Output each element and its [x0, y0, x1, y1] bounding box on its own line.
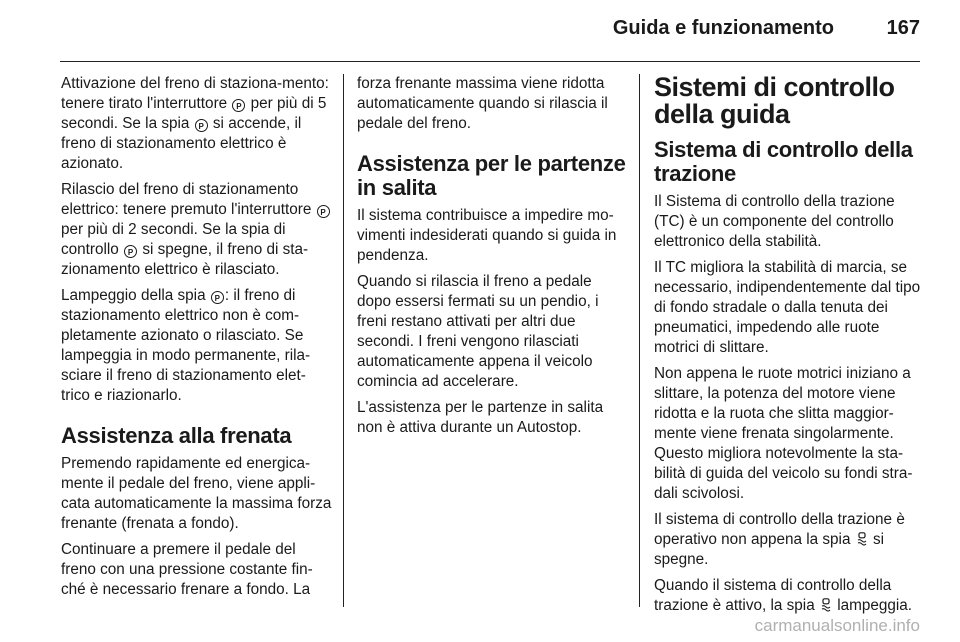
- text: si accende, il freno di stazionamento elettrico è azionato.: [61, 115, 302, 172]
- header-rule: [60, 61, 920, 62]
- paragraph: [61, 180, 333, 280]
- paragraph: Premendo rapidamente ed energica-mente il pedale del freno, viene appli-cata automaticamente la massima forza frenante (frenata a fondo).: [61, 455, 332, 532]
- text: per più di 5 secondi. Se la spia: [61, 95, 327, 132]
- parking-brake-icon: P: [317, 205, 330, 218]
- text: Rilascio del freno di stazionamento elettrico: tenere premuto l'interruttore: [61, 181, 316, 218]
- paragraph: L'assistenza per le partenze in salita non è attiva durante un Autostop.: [357, 399, 604, 436]
- paragraph: Il Sistema di controllo della trazione (TC) è un componente del controllo elettronico della stabilità.: [654, 193, 895, 250]
- paragraph: Non appena le ruote motrici iniziano a slittare, la potenza del motore viene ridotta e la ruota che slitta maggior-mente viene frenata singolarmente. Questo migliora notevolmente la sta-bilità di guida del veicolo su fondi stra-dali scivolosi.: [654, 365, 913, 502]
- paragraph: Continuare a premere il pedale del freno con una pressione costante fin-ché è necessario frenare a fondo. La: [61, 541, 313, 598]
- parking-brake-icon: P: [124, 245, 137, 258]
- parking-brake-icon: P: [211, 291, 224, 304]
- paragraph: forza frenante massima viene ridotta automaticamente quando si rilascia il pedale del freno.: [357, 75, 608, 132]
- paragraph: [654, 510, 926, 570]
- column-divider: [639, 74, 640, 607]
- column-divider: [343, 74, 344, 607]
- parking-brake-icon: P: [195, 119, 208, 132]
- header-title: Guida e funzionamento: [612, 17, 834, 39]
- traction-control-icon: [821, 598, 831, 612]
- section-heading: Sistema di controllo della trazione: [654, 137, 913, 186]
- parking-brake-icon: P: [232, 99, 245, 112]
- text: si spegne.: [654, 531, 885, 568]
- section-heading: Assistenza alla frenata: [61, 423, 292, 448]
- paragraph: Il sistema contribuisce a impedire mo-vimenti indesiderati quando si guida in pendenza.: [357, 207, 617, 264]
- chapter-heading: Sistemi di controllo della guida: [654, 72, 895, 129]
- page-number: 167: [886, 17, 920, 39]
- text: Il sistema di controllo della trazione è operativo non appena la spia: [654, 511, 905, 548]
- column-2: [357, 74, 629, 444]
- text: Attivazione del freno di staziona-mento: tenere tirato l'interruttore: [61, 75, 329, 112]
- text: lampeggia.: [832, 597, 913, 614]
- watermark: carmanualsonline.info: [754, 616, 920, 635]
- paragraph: [61, 74, 333, 174]
- text: si spegne, il freno di sta-zionamento elettrico è rilasciato.: [61, 241, 309, 278]
- paragraph: Quando si rilascia il freno a pedale dopo essersi fermati su un pendio, i freni restano attivati per altri due secondi. I freni vengono rilasciati automaticamente appena il veicolo comincia ad accelerare.: [357, 273, 599, 390]
- paragraph: Il TC migliora la stabilità di marcia, se necessario, indipendentemente dal tipo di fondo stradale o dalla tenuta dei pneumatici, impedendo alle ruote motrici di slittare.: [654, 259, 921, 356]
- text: : il freno di stazionamento elettrico non è com-pletamente azionato o rilasciato. Se lampeggia in modo permanente, rila-sciare il freno di stazionamento elet-trico e riazionarlo.: [61, 287, 311, 404]
- section-heading: Assistenza per le partenze in salita: [357, 151, 626, 200]
- page-header: [0, 0, 960, 60]
- traction-control-icon: [857, 532, 867, 546]
- column-3: [654, 74, 926, 622]
- text: per più di 2 secondi. Se la spia di controllo: [61, 221, 286, 258]
- text: Lampeggio della spia: [61, 287, 210, 304]
- paragraph: [654, 576, 926, 616]
- column-1: [61, 74, 333, 606]
- paragraph: [61, 286, 333, 406]
- text: Quando il sistema di controllo della trazione è attivo, la spia: [654, 577, 892, 614]
